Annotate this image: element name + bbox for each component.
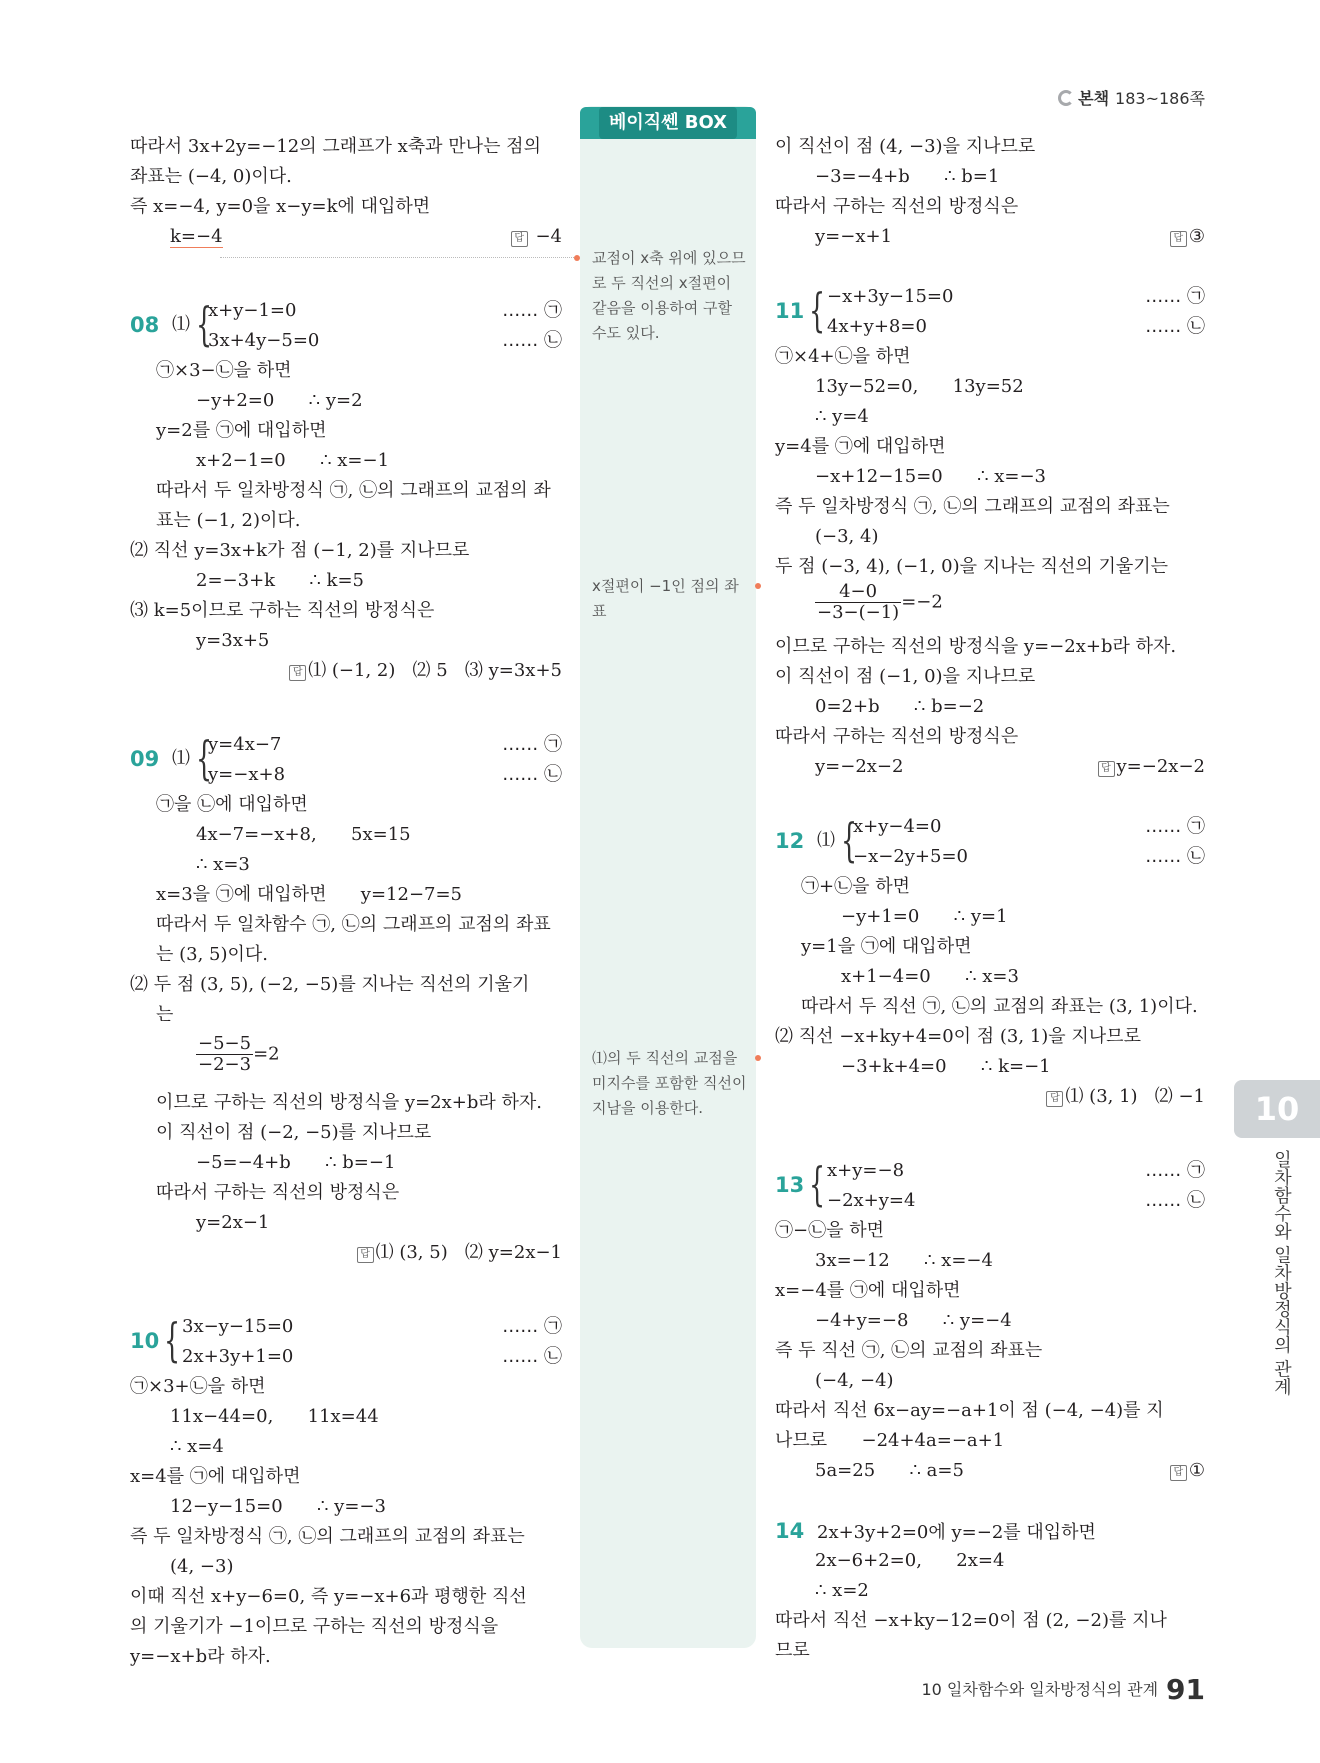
- part-label: ⑴: [172, 748, 190, 769]
- text-line: ㉠−㉡을 하면: [775, 1220, 884, 1241]
- text-line: 따라서 구하는 직선의 방정식은: [775, 726, 1019, 747]
- answer: [511, 222, 562, 252]
- answer: [130, 1238, 562, 1268]
- fraction-denominator: −2−3: [198, 1054, 252, 1075]
- equation: y=4x−7: [208, 734, 282, 755]
- text-line: −3=−4+b ∴ b=1: [815, 166, 1000, 187]
- answer-value: ⑴ (3, 5) ⑵ y=2x−1: [375, 1242, 562, 1263]
- page-footer: [921, 1673, 1205, 1706]
- answer-value: ③: [1188, 226, 1205, 247]
- problem-12-system: [775, 812, 1205, 872]
- box-note-3: ⑴의 두 직선의 교점을 미지수를 포함한 직선이 지남을 이용한다.: [592, 1049, 747, 1117]
- equation-tag: …… ㉡: [502, 330, 562, 351]
- answer: [1170, 222, 1205, 252]
- text-line: 좌표는 (−4, 0)이다.: [130, 166, 292, 187]
- text-line: 따라서 구하는 직선의 방정식은: [156, 1182, 400, 1203]
- answer-value: ⑴ (3, 1) ⑵ −1: [1065, 1086, 1205, 1107]
- chapter-side-title: 일차함수와 일차방정식의 관계: [1271, 1150, 1292, 1396]
- equation-tag: …… ㉡: [1145, 316, 1205, 337]
- text-line: ㉠×3−㉡을 하면: [156, 360, 292, 381]
- equation-tag: …… ㉡: [502, 764, 562, 785]
- text-line: ⑵ 직선 −x+ky+4=0이 점 (3, 1)을 지나므로: [775, 1026, 1141, 1047]
- text-line: 는: [156, 1004, 174, 1025]
- brace: {: [809, 283, 826, 337]
- text-line: 따라서 두 일차함수 ㉠, ㉡의 그래프의 교점의 좌표: [156, 914, 551, 935]
- text-line: 따라서 두 일차방정식 ㉠, ㉡의 그래프의 교점의 좌: [156, 480, 551, 501]
- problem-10-system: [130, 1312, 562, 1372]
- text-line: y=−x+b라 하자.: [130, 1646, 271, 1667]
- answer-value: −4: [535, 226, 562, 247]
- answer: [775, 1082, 1205, 1112]
- text-line: y=−x+1: [815, 226, 893, 247]
- problem-number: 10: [130, 1329, 160, 1353]
- text-line: ㉠을 ㉡에 대입하면: [156, 794, 308, 815]
- equation: x+y−4=0: [853, 816, 942, 837]
- answer: [1098, 752, 1205, 782]
- text-line: 3x=−12 ∴ x=−4: [815, 1250, 993, 1271]
- text-line: 따라서 구하는 직선의 방정식은: [775, 196, 1019, 217]
- text-line: x=3을 ㉠에 대입하면 y=12−7=5: [156, 884, 463, 905]
- brace: {: [196, 297, 213, 351]
- fraction-numerator: 4−0: [815, 582, 901, 603]
- answer-value: ⑴ (−1, 2) ⑵ 5 ⑶ y=3x+5: [308, 660, 562, 681]
- text-line: x+2−1=0 ∴ x=−1: [196, 450, 390, 471]
- text-line: 이 직선이 점 (4, −3)을 지나므로: [775, 136, 1036, 157]
- text-line: 12−y−15=0 ∴ y=−3: [170, 1496, 386, 1517]
- box-title-label: 베이직쎈 BOX: [599, 107, 737, 139]
- problem-09-system: [130, 730, 562, 790]
- equation: −x−2y+5=0: [853, 846, 969, 867]
- text-line: (−3, 4): [815, 526, 879, 547]
- problem-08-system: [130, 296, 562, 356]
- brace: {: [196, 731, 213, 785]
- text-line: 는 (3, 5)이다.: [156, 944, 268, 965]
- text-line: ㉠×3+㉡을 하면: [130, 1376, 266, 1397]
- brace: {: [809, 1157, 826, 1211]
- text-line: −y+2=0 ∴ y=2: [196, 390, 363, 411]
- text-line: x=4를 ㉠에 대입하면: [130, 1466, 301, 1487]
- text-line: 즉 두 직선 ㉠, ㉡의 교점의 좌표는: [775, 1340, 1043, 1361]
- equation-tag: …… ㉡: [1145, 1190, 1205, 1211]
- brace: {: [841, 813, 858, 867]
- text-line: (4, −3): [170, 1556, 234, 1577]
- page-number: 91: [1166, 1673, 1205, 1706]
- text-line: 13y−52=0, 13y=52: [815, 376, 1024, 397]
- equation-tag: …… ㉠: [1145, 1160, 1205, 1181]
- text-line: 0=2+b ∴ b=−2: [815, 696, 985, 717]
- equation: −2x+y=4: [827, 1190, 916, 1211]
- problem-number: 11: [775, 299, 805, 323]
- text-line: ㉠×4+㉡을 하면: [775, 346, 911, 367]
- text-line: ㉠+㉡을 하면: [801, 876, 910, 897]
- text-line: 이 직선이 점 (−1, 0)을 지나므로: [775, 666, 1036, 687]
- equation: 4x+y+8=0: [827, 316, 927, 337]
- text-line: 두 점 (−3, 4), (−1, 0)을 지나는 직선의 기울기는: [775, 556, 1169, 577]
- answer-icon: 답: [511, 231, 528, 247]
- text-line: (−4, −4): [815, 1370, 894, 1391]
- text-line: 4x−7=−x+8, 5x=15: [196, 824, 411, 845]
- text-line: x=−4를 ㉠에 대입하면: [775, 1280, 961, 1301]
- fraction-numerator: −5−5: [198, 1033, 252, 1054]
- note-connector-dot: [755, 583, 761, 589]
- text-line: 따라서 직선 6x−ay=−a+1이 점 (−4, −4)를 지: [775, 1400, 1164, 1421]
- problem-number: 13: [775, 1173, 805, 1197]
- text-line: 2x+3y+2=0에 y=−2를 대입하면: [817, 1522, 1096, 1543]
- text-line: 이 직선이 점 (−2, −5)를 지나므로: [156, 1122, 432, 1143]
- box-note-1: 교점이 x축 위에 있으므로 두 직선의 x절편이 같음을 이용하여 구할 수도 있다.: [592, 249, 746, 342]
- text-line: y=2x−1: [196, 1212, 270, 1233]
- part-label: ⑴: [817, 830, 835, 851]
- equation-tag: …… ㉠: [1145, 816, 1205, 837]
- text-line: ∴ x=3: [196, 854, 250, 875]
- equation-tag: …… ㉠: [1145, 286, 1205, 307]
- equation-tag: …… ㉠: [502, 300, 562, 321]
- problem-13-system: [775, 1156, 1205, 1216]
- slope-fraction: [130, 1030, 562, 1088]
- text-line: y=2를 ㉠에 대입하면: [156, 420, 327, 441]
- equation-tag: …… ㉡: [502, 1346, 562, 1367]
- text-line: x+1−4=0 ∴ x=3: [841, 966, 1019, 987]
- text-line: 따라서 직선 −x+ky−12=0이 점 (2, −2)를 지나: [775, 1610, 1167, 1631]
- problem-11-system: [775, 282, 1205, 342]
- text-line: 따라서 두 직선 ㉠, ㉡의 교점의 좌표는 (3, 1)이다.: [801, 996, 1198, 1017]
- fraction-result: =−2: [901, 591, 943, 613]
- equation-tag: …… ㉠: [502, 1316, 562, 1337]
- text-line: −x+12−15=0 ∴ x=−3: [815, 466, 1047, 487]
- text-line: 이므로 구하는 직선의 방정식을 y=−2x+b라 하자.: [775, 636, 1177, 657]
- note-connector-dot: [574, 255, 580, 261]
- page-range: 183~186쪽: [1115, 89, 1205, 108]
- equation-tag: …… ㉡: [1145, 846, 1205, 867]
- text-line: 므로: [775, 1640, 810, 1661]
- text-line: −4+y=−8 ∴ y=−4: [815, 1310, 1012, 1331]
- text-line: 2=−3+k ∴ k=5: [196, 570, 365, 591]
- slope-fraction: [775, 582, 1205, 632]
- text-line: 표는 (−1, 2)이다.: [156, 510, 301, 531]
- answer: [130, 656, 562, 686]
- text-line: y=3x+5: [196, 630, 270, 651]
- answer-icon: 답: [1098, 761, 1115, 777]
- fraction-result: =2: [253, 1043, 280, 1065]
- text-line: y=1을 ㉠에 대입하면: [801, 936, 972, 957]
- text-line: 나므로 −24+4a=−a+1: [775, 1430, 1005, 1451]
- answer-value: y=−2x−2: [1116, 756, 1205, 777]
- answer-icon: 답: [357, 1247, 374, 1263]
- left-column: [130, 132, 562, 1672]
- box-title: [580, 107, 756, 139]
- text-line: 이때 직선 x+y−6=0, 즉 y=−x+6과 평행한 직선: [130, 1586, 527, 1607]
- equation: 3x−y−15=0: [182, 1316, 294, 1337]
- text-line: ∴ x=4: [170, 1436, 224, 1457]
- text-line: ⑵ 직선 y=3x+k가 점 (−1, 2)를 지나므로: [130, 540, 470, 561]
- right-column: [775, 132, 1205, 1666]
- equation: x+y−1=0: [208, 300, 297, 321]
- book-reference: [1058, 86, 1205, 109]
- problem-number: 14: [775, 1519, 805, 1543]
- equation: 2x+3y+1=0: [182, 1346, 294, 1367]
- equation: 3x+4y−5=0: [208, 330, 320, 351]
- fraction-denominator: −3−(−1): [817, 602, 900, 623]
- answer-value: ①: [1188, 1460, 1205, 1481]
- equation: y=−x+8: [208, 764, 286, 785]
- text-line: y=−2x−2: [815, 756, 904, 777]
- answer: [1170, 1456, 1205, 1486]
- answer-icon: 답: [1046, 1091, 1063, 1107]
- answer-icon: 답: [289, 665, 306, 681]
- brace: {: [164, 1313, 181, 1367]
- problem-number: 12: [775, 829, 805, 853]
- answer-icon: 답: [1170, 1465, 1187, 1481]
- text-line: 따라서 3x+2y=−12의 그래프가 x축과 만나는 점의: [130, 136, 541, 157]
- text-line: −y+1=0 ∴ y=1: [841, 906, 1008, 927]
- text-line: −3+k+4=0 ∴ k=−1: [841, 1056, 1051, 1077]
- text-line: k=−4: [170, 226, 223, 247]
- text-line: 의 기울기가 −1이므로 구하는 직선의 방정식을: [130, 1616, 499, 1637]
- text-line: 11x−44=0, 11x=44: [170, 1406, 379, 1427]
- text-line: ⑶ k=5이므로 구하는 직선의 방정식은: [130, 600, 435, 621]
- text-line: ∴ y=4: [815, 406, 869, 427]
- text-line: 즉 두 일차방정식 ㉠, ㉡의 그래프의 교점의 좌표는: [775, 496, 1170, 517]
- box-note-2: x절편이 −1인 점의 좌표: [592, 577, 739, 620]
- text-line: y=4를 ㉠에 대입하면: [775, 436, 946, 457]
- note-connector-dot: [755, 1055, 761, 1061]
- text-line: ⑵ 두 점 (3, 5), (−2, −5)를 지나는 직선의 기울기: [130, 974, 530, 995]
- text-line: 즉 x=−4, y=0을 x−y=k에 대입하면: [130, 196, 431, 217]
- equation-tag: …… ㉠: [502, 734, 562, 755]
- text-line: 이므로 구하는 직선의 방정식을 y=2x+b라 하자.: [156, 1092, 542, 1113]
- problem-number: 09: [130, 747, 160, 771]
- text-line: 5a=25 ∴ a=5: [815, 1460, 964, 1481]
- book-label: 본책: [1078, 89, 1110, 108]
- part-label: ⑴: [172, 314, 190, 335]
- reference-icon: [1058, 90, 1074, 106]
- equation: −x+3y−15=0: [827, 286, 954, 307]
- text-line: ∴ x=2: [815, 1580, 869, 1601]
- chapter-tab: 10: [1234, 1080, 1320, 1138]
- problem-number: 08: [130, 313, 160, 337]
- equation: x+y=−8: [827, 1160, 905, 1181]
- footer-title: 10 일차함수와 일차방정식의 관계: [921, 1680, 1159, 1699]
- text-line: −5=−4+b ∴ b=−1: [196, 1152, 396, 1173]
- text-line: 2x−6+2=0, 2x=4: [815, 1550, 1005, 1571]
- text-line: 즉 두 일차방정식 ㉠, ㉡의 그래프의 교점의 좌표는: [130, 1526, 525, 1547]
- answer-icon: 답: [1170, 231, 1187, 247]
